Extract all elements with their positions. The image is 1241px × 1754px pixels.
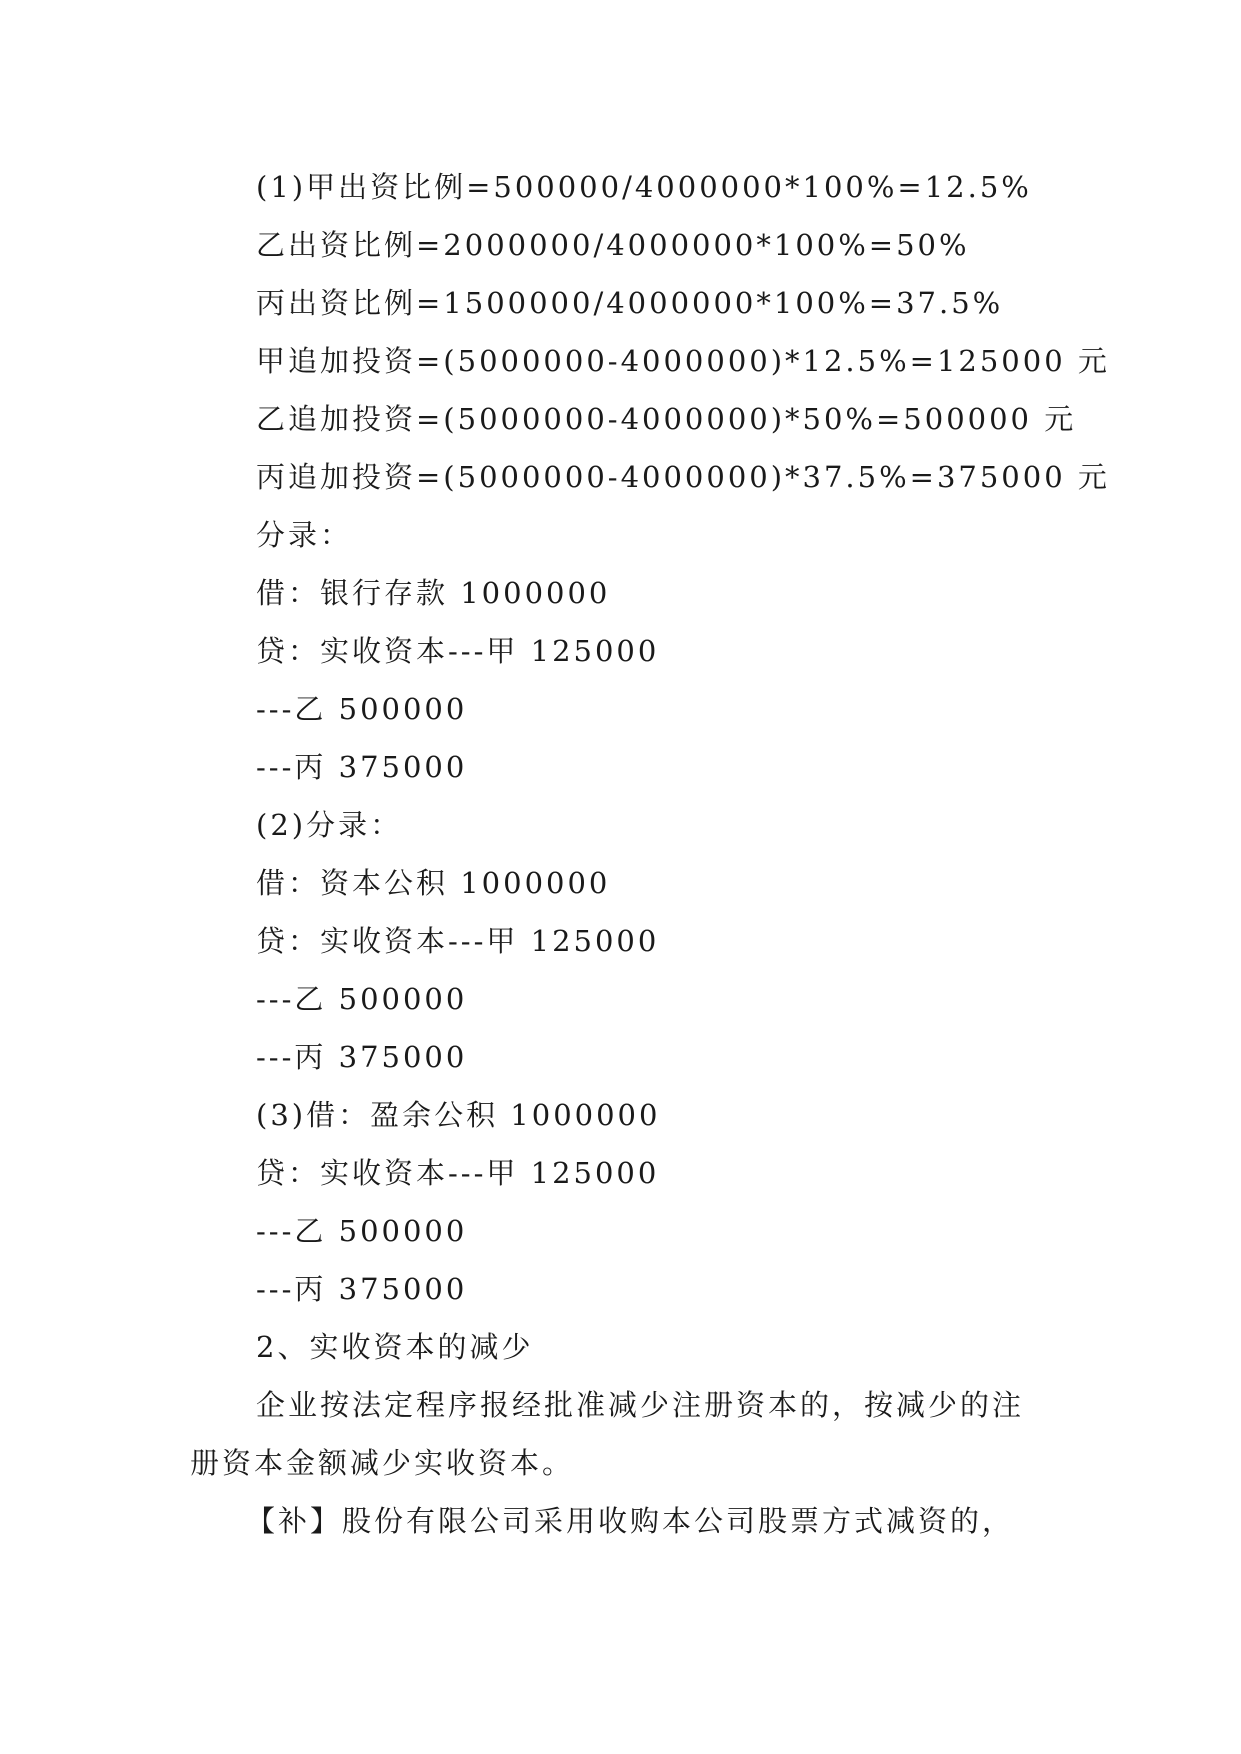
line-add-yi: 乙追加投资=(5000000-4000000)*50%=500000 元 [256, 402, 1077, 436]
line-credit-jia-3: 贷：实收资本---甲 125000 [256, 1156, 660, 1190]
line-credit-bing-2: ---丙 375000 [256, 1040, 468, 1074]
line-ratio-bing: 丙出资比例=1500000/4000000*100%=37.5% [256, 286, 1004, 320]
paragraph-reduction-line-1: 企业按法定程序报经批准减少注册资本的，按减少的注 [256, 1388, 1025, 1422]
line-credit-bing-1: ---丙 375000 [256, 750, 468, 784]
line-add-bing: 丙追加投资=(5000000-4000000)*37.5%=375000 元 [256, 460, 1110, 494]
line-entry-heading-2: (2)分录： [256, 808, 403, 842]
line-ratio-jia: (1)甲出资比例=500000/4000000*100%=12.5% [256, 170, 1032, 204]
line-credit-yi-3: ---乙 500000 [256, 1214, 468, 1248]
section-heading-capital-reduction: 2、实收资本的减少 [256, 1330, 534, 1364]
line-debit-capital-reserve: 借：资本公积 1000000 [256, 866, 611, 900]
paragraph-supplement-line-1: 【补】股份有限公司采用收购本公司股票方式减资的， [246, 1504, 1015, 1538]
line-credit-jia-2: 贷：实收资本---甲 125000 [256, 924, 660, 958]
line-credit-jia-1: 贷：实收资本---甲 125000 [256, 634, 660, 668]
line-debit-surplus-reserve: (3)借：盈余公积 1000000 [256, 1098, 661, 1132]
line-debit-bank: 借：银行存款 1000000 [256, 576, 611, 610]
paragraph-reduction-line-2: 册资本金额减少实收资本。 [190, 1446, 575, 1480]
line-credit-bing-3: ---丙 375000 [256, 1272, 468, 1306]
line-credit-yi-2: ---乙 500000 [256, 982, 468, 1016]
line-ratio-yi: 乙出资比例=2000000/4000000*100%=50% [256, 228, 970, 262]
line-add-jia: 甲追加投资=(5000000-4000000)*12.5%=125000 元 [256, 344, 1110, 378]
line-credit-yi-1: ---乙 500000 [256, 692, 468, 726]
line-entry-heading: 分录： [256, 518, 353, 552]
